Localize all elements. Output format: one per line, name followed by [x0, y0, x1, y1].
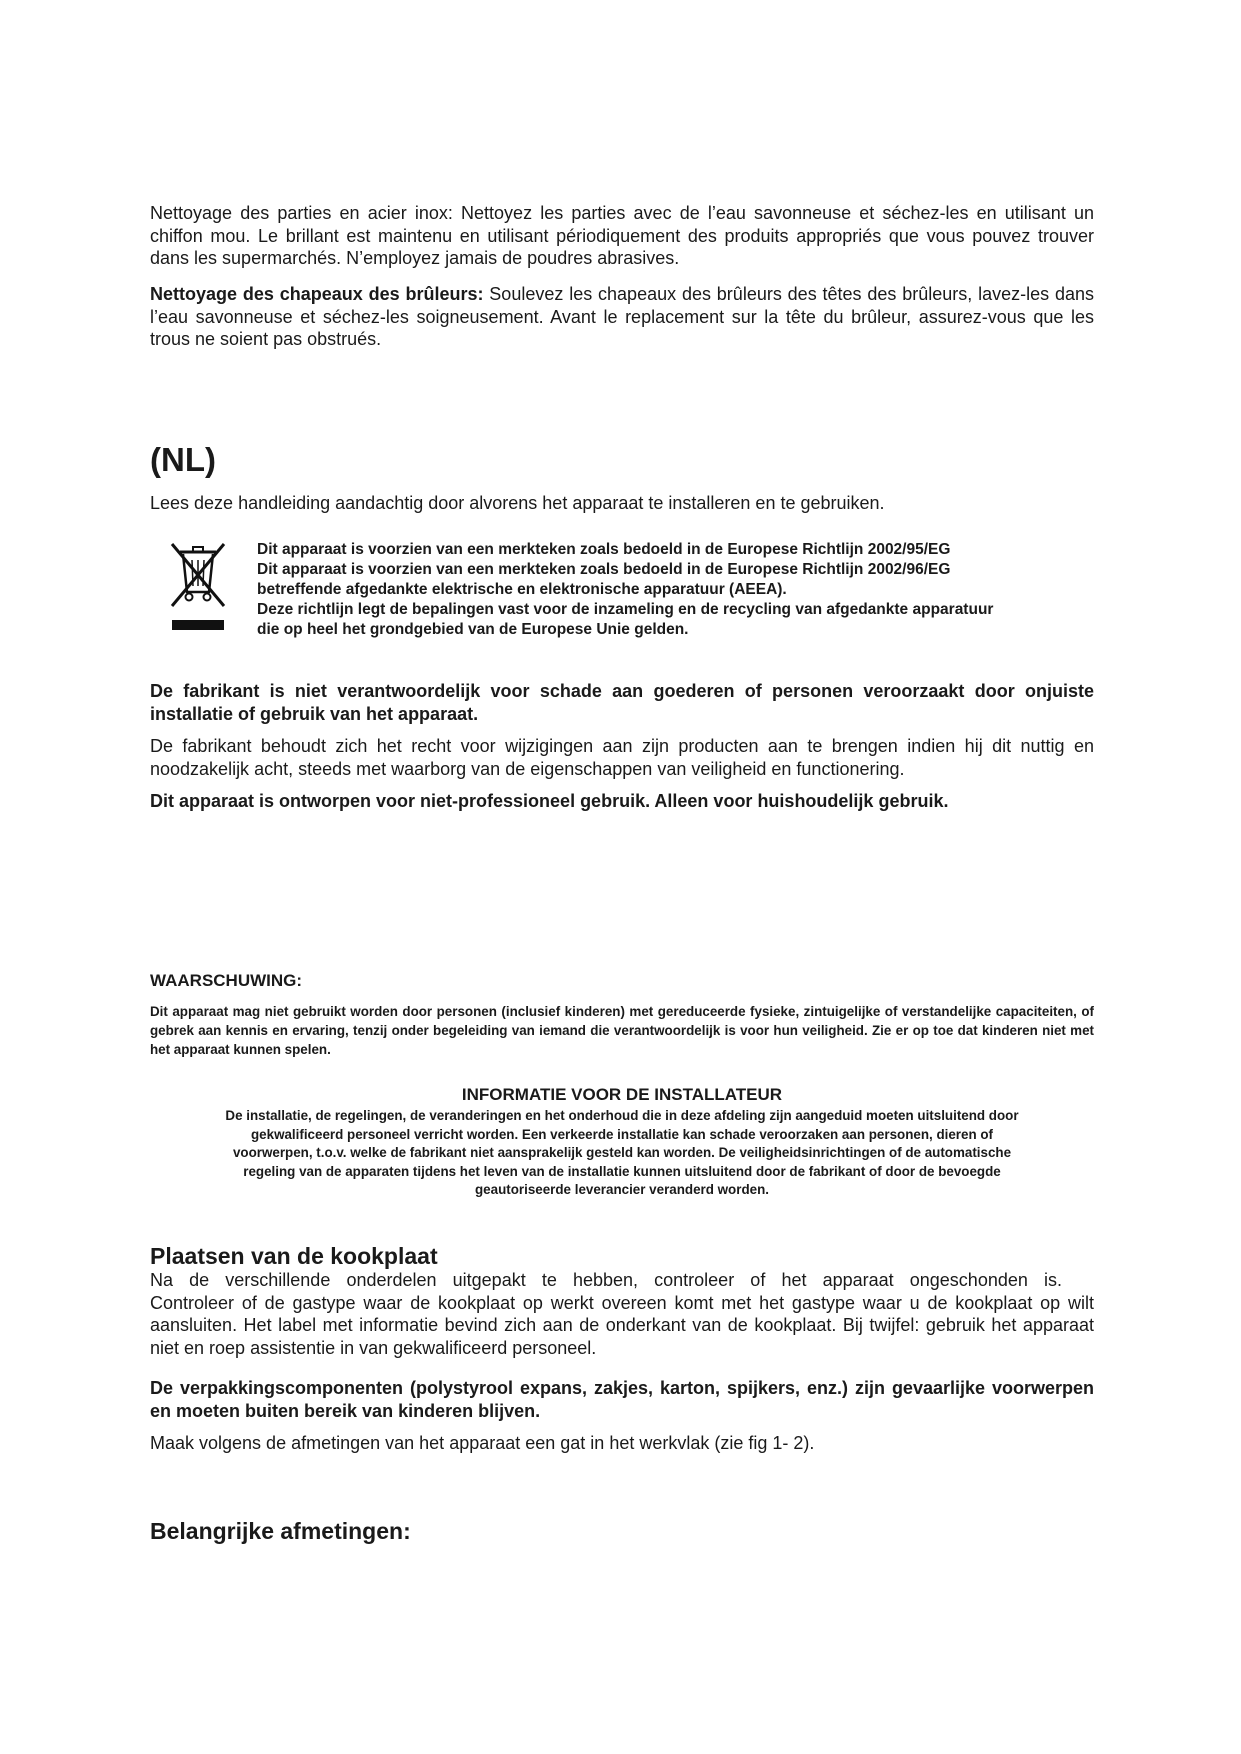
installer-title: INFORMATIE VOOR DE INSTALLATEUR — [461, 1085, 783, 1104]
crossed-out-wheelie-bin-icon — [166, 540, 230, 636]
installer-line: De installatie, de regelingen, de veranderingen en het onderhoud die in deze afdeling zijn aangeduid moeten uitsluitend door — [225, 1108, 1019, 1123]
placement-rest: Controleer of de gastype waar de kookplaat op werkt overeen komt met het gastype waar u de kookplaat op wilt aansluiten. Het label met informatie bevind zich aan de onderkant van de kookplaat. Bij twijfel: gebruik het apparaat niet en roep assistentie in van gekwalificeerd personeel. — [150, 1292, 1094, 1358]
weee-line: Dit apparaat is voorzien van een merkteken zoals bedoeld in de Europese Richtlijn 2002/95/EG — [257, 541, 951, 558]
placement-line: Na de verschillende onderdelen uitgepakt te hebben, controleer of het apparaat ongeschonden is. — [150, 1270, 1062, 1290]
placement-text — [150, 1269, 1094, 1359]
installer-text — [150, 1107, 1094, 1200]
fr-caps-label: Nettoyage des chapeaux des brûleurs: — [150, 284, 484, 304]
weee-line: Dit apparaat is voorzien van een merkteken zoals bedoeld in de Europese Richtlijn 2002/96/EG — [257, 561, 951, 578]
fr-inox-paragraph: Nettoyage des parties en acier inox: Nettoyez les parties avec de l’eau savonneuse et séchez-les en utilisant un chiffon mou. Le brillant est maintenu en utilisant périodiquement des produits appropriés que vous pouvez trouver dans les supermarchés. N’employez jamais de poudres abrasives. — [150, 203, 1094, 268]
nl-rights: De fabrikant behoudt zich het recht voor wijzigingen aan zijn producten aan te brengen indien hij dit nuttig en noodzakelijk acht, steeds met waarborg van de eigenschappen van veiligheid en functionering. — [150, 736, 1094, 779]
weee-line: betreffende afgedankte elektrische en elektronische apparatuur (AEEA). — [257, 581, 787, 598]
installer-line: voorwerpen, t.o.v. welke de fabrikant niet aansprakelijk gesteld kan worden. De veiligheidsinrichtingen of de automatische — [232, 1145, 1012, 1161]
warning-title: WAARSCHUWING: — [150, 971, 303, 990]
installer-line: gekwalificeerd personeel verricht worden. Een verkeerde installatie kan schade veroorzaken aan personen, dieren of — [251, 1126, 993, 1142]
installer-line: regeling van de apparaten tijdens het leven van de installatie kunnen uitsluitend door de fabrikant of door de bevoegde — [243, 1163, 1001, 1179]
nl-household: Dit apparaat is ontworpen voor niet-professioneel gebruik. Alleen voor huishoudelijk gebruik. — [150, 791, 949, 811]
hole-instruction: Maak volgens de afmetingen van het apparaat een gat in het werkvlak (zie fig 1- 2). — [150, 1433, 815, 1453]
nl-liability: De fabrikant is niet verantwoordelijk voor schade aan goederen of personen veroorzaakt door onjuiste installatie of gebruik van het apparaat. — [150, 681, 1094, 724]
fr-caps-paragraph — [150, 283, 1094, 351]
packaging-warning: De verpakkingscomponenten (polystyrool expans, zakjes, karton, spijkers, enz.) zijn gevaarlijke voorwerpen en moeten buiten bereik van kinderen blijven. — [150, 1378, 1094, 1421]
dimensions-heading: Belangrijke afmetingen: — [150, 1518, 411, 1544]
installer-line: geautoriseerde leverancier veranderd worden. — [475, 1182, 769, 1198]
weee-line: die op heel het grondgebied van de Europese Unie gelden. — [257, 621, 689, 638]
weee-line: Deze richtlijn legt de bepalingen vast voor de inzameling en de recycling van afgedankte apparatuur — [257, 601, 994, 618]
nl-language-heading: (NL) — [150, 441, 216, 478]
warning-text: Dit apparaat mag niet gebruikt worden door personen (inclusief kinderen) met gereduceerde fysieke, zintuigelijke of verstandelijke capaciteiten, of gebrek aan kennis en ervaring, tenzij onder begeleiding van iemand die verantwoordelijk is voor hun veiligheid. Zie er op toe dat kinderen niet met het apparaat kunnen spelen. — [150, 1004, 1094, 1057]
placement-heading: Plaatsen van de kookplaat — [150, 1243, 438, 1269]
nl-intro: Lees deze handleiding aandachtig door alvorens het apparaat te installeren en te gebruiken. — [150, 493, 885, 513]
fr-caps-text: Soulevez les chapeaux des brûleurs des têtes des brûleurs, lavez-les dans l’eau savonneuse et séchez-les soigneusement. Avant le replacement sur la tête du brûleur, assurez-vous que les trous ne soient pas obstrués. — [150, 284, 1095, 349]
weee-text — [257, 540, 1094, 640]
